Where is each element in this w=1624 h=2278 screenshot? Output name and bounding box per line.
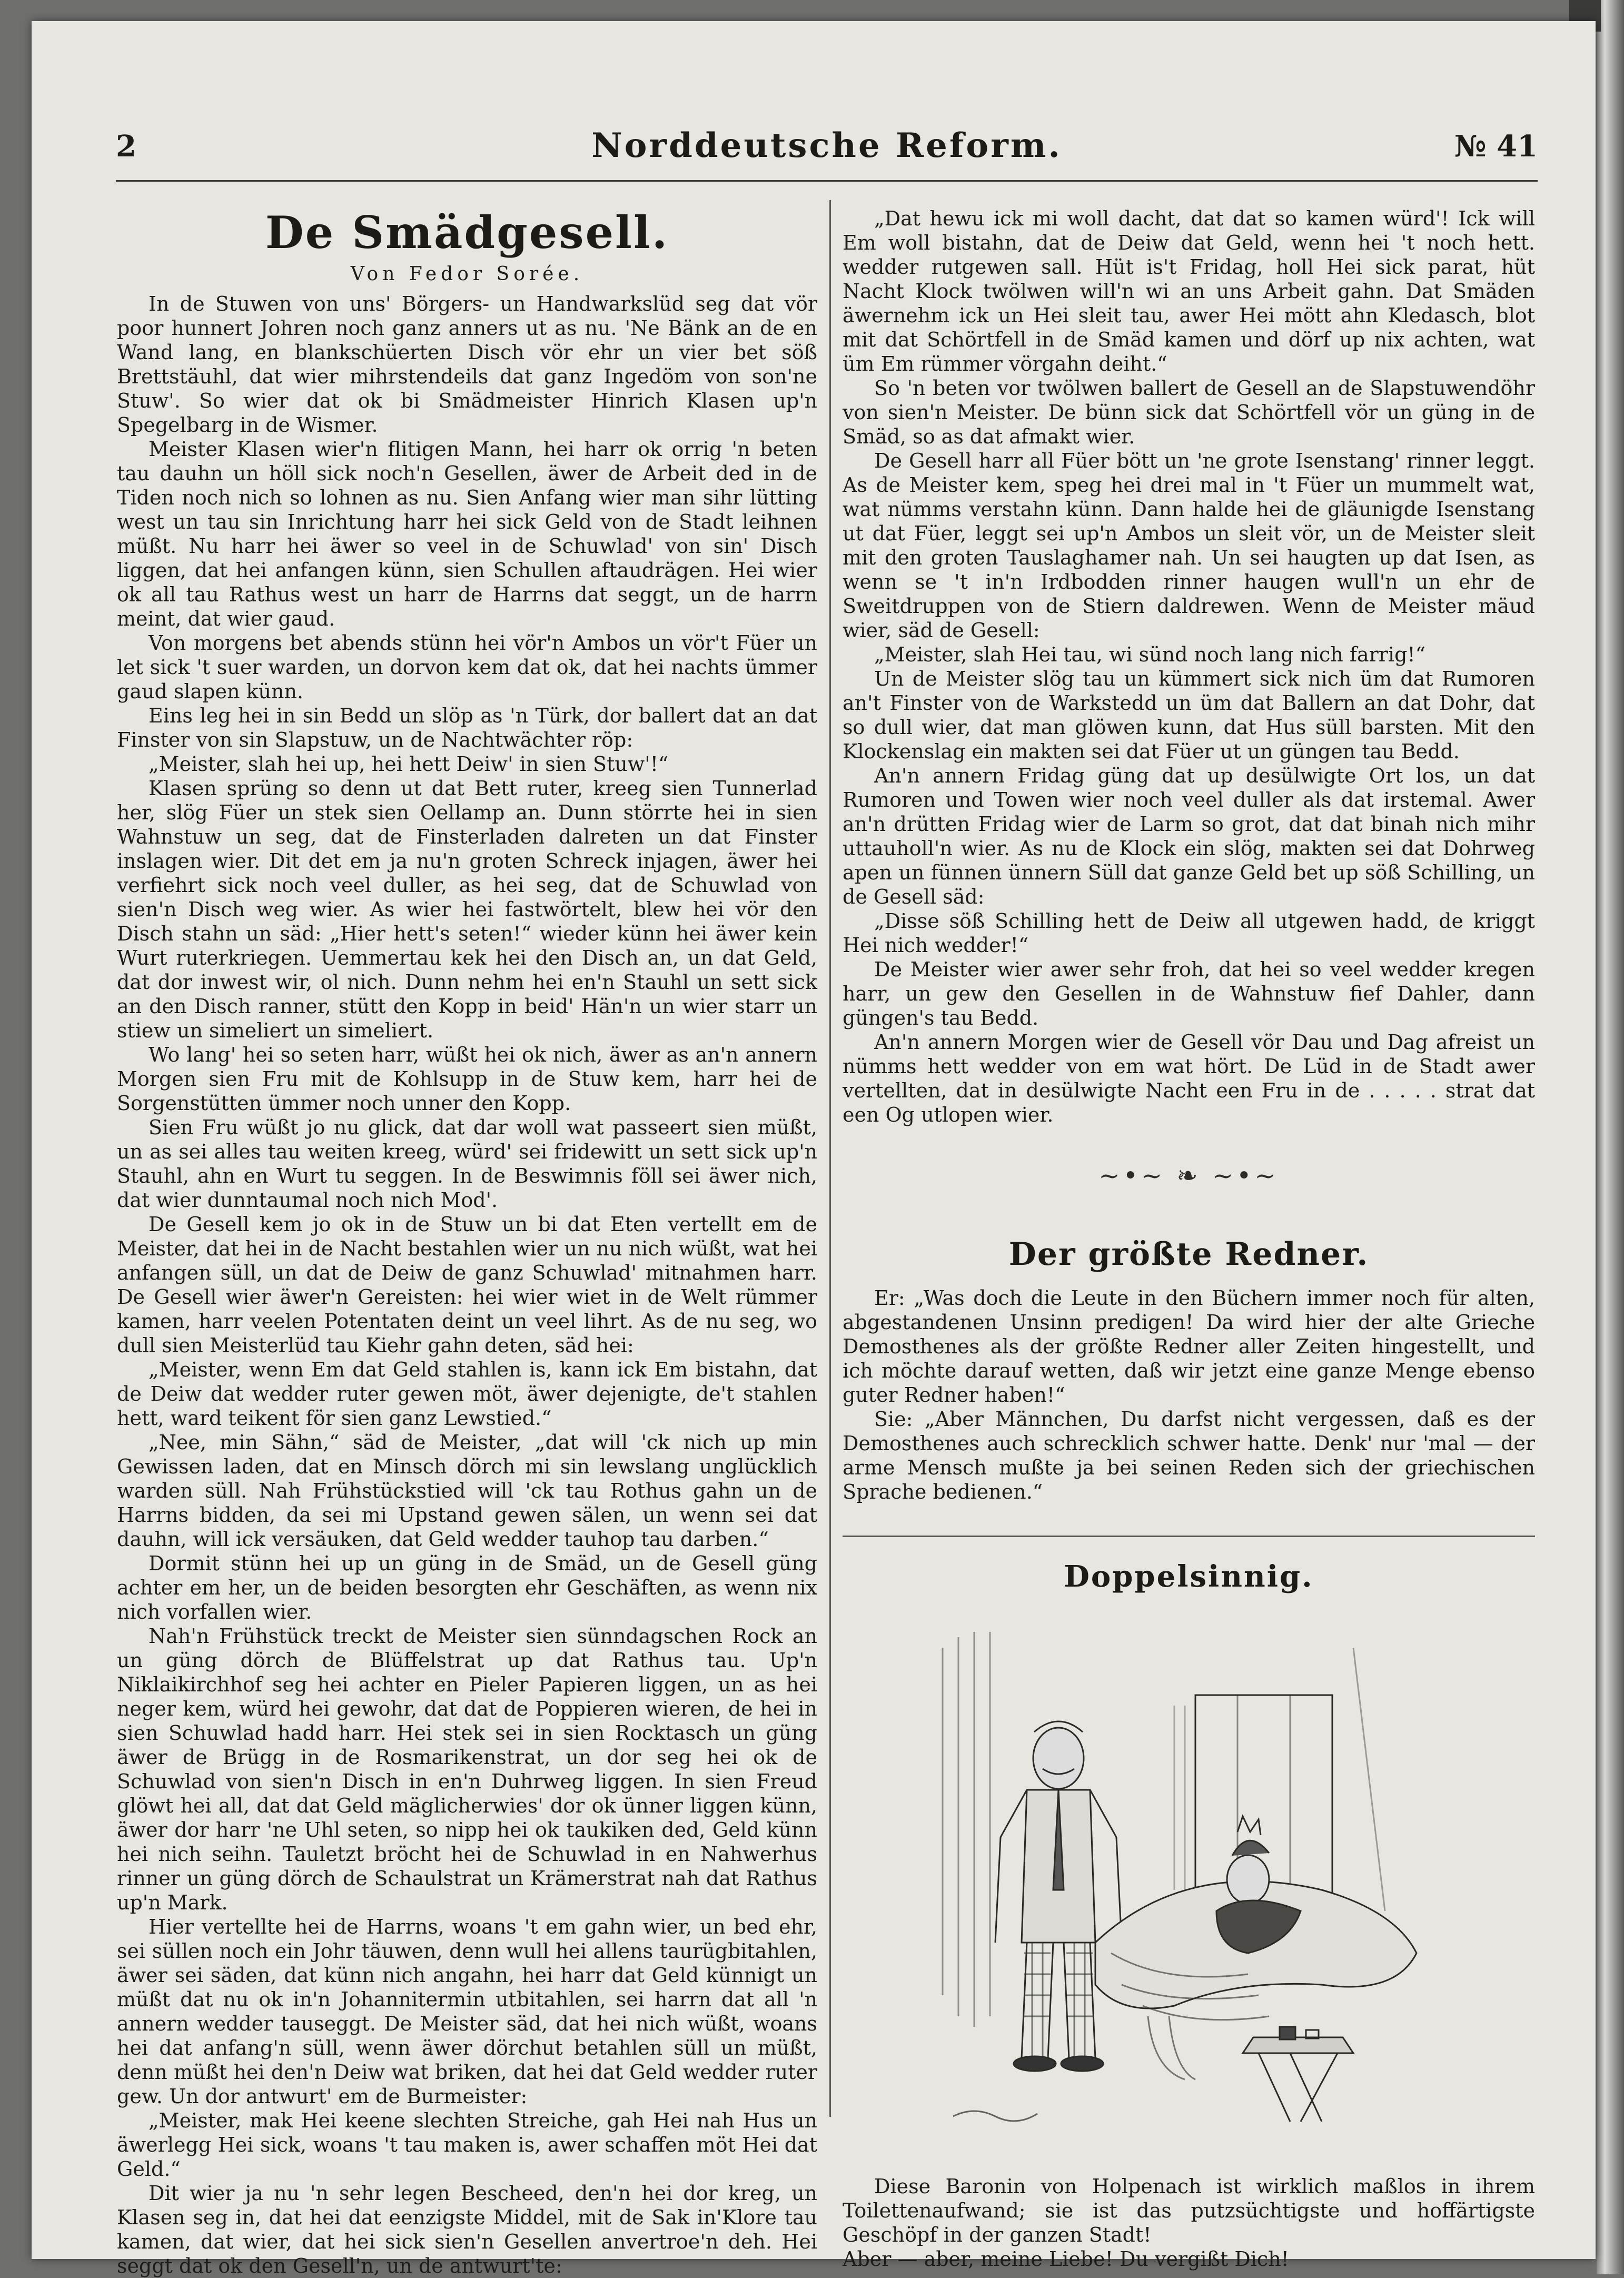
paragraph: Sien Fru wüßt jo nu glick, dat dar woll wat passeert sien müßt, un as sei alles tau weiten kreeg, würd' sei fridewitt un sett sick up'n Stauhl, ahn en Wurt tu seggen. In de Beswimnis föll sei äwer nich, dat wier dunntaumal noch nich Mod'.	[117, 1116, 817, 1212]
article-title-smaedgesell: De Smädgesell.	[265, 206, 669, 259]
section-separator	[843, 1536, 1535, 1537]
paragraph: Er: „Was doch die Leute in den Büchern immer noch für alten, abgestandenen Unsinn predigen! Da wird hier der alte Grieche Demosthenes als der größte Redner aller Zeiten hingestellt, und ich möchte darauf wetten, daß wir jetzt eine ganze Menge ebenso guter Redner haben!“	[843, 1286, 1535, 1407]
paragraph: „Dat hewu ick mi woll dacht, dat dat so kamen würd'! Ick will Em woll bistahn, dat de Deiw dat Geld, wenn hei 't noch hett. wedder rutgewen sall. Hüt is't Fridag, holl Hei sick parat, hüt Nacht Klock twölwen will'n wi an uns Arbeit gahn. Dat Smäden äwernehm ick un Hei sleit tau, awer Hei mött ahn Kledasch, blot mit dat Schörtfell in de Smäd kamen und dörf up nix achten, wat üm Em rümmer vörgahn deiht.“	[843, 207, 1535, 375]
column-divider	[829, 200, 831, 2117]
right-column	[843, 206, 1535, 2271]
paragraph: „Meister, slah Hei tau, wi sünd noch lang nich farrig!“	[874, 643, 1426, 666]
paragraph: Un de Meister slög tau un kümmert sick nich üm dat Rumoren an't Finster von de Warkstedd un üm dat Ballern an dat Dohr, dat so dull wier, dat man glöwen kunn, dat Hus süll barsten. Mit den Klockenslag ein makten sei dat Füer ut un güngen tau Bedd.	[843, 667, 1535, 763]
paragraph: Sie: „Aber Männchen, Du darfst nicht vergessen, daß es der Demosthenes auch schrecklich schwer hatte. Denk' nur 'mal — der arme Mensch mußte ja bei seinen Reden sich der griechischen Sprache bedienen.“	[843, 1408, 1535, 1503]
page-header	[116, 118, 1538, 176]
paragraph: „Disse söß Schilling hett de Deiw all utgewen hadd, de kriggt Hei nich wedder!“	[843, 909, 1535, 957]
paragraph: Klasen sprüng so denn ut dat Bett ruter, kreeg sien Tunnerlad her, slög Füer un stek sien Oellamp an. Dunn störrte hei in sien Wahnstuw un seg, dat de Finsterladen dalreten un dat Finster inslagen wier. Dit det em ja nu'n groten Schreck injagen, äwer hei verfiehrt sick noch veel duller, as hei seg, dat de Schuwlad von sien'n Disch weg wier. As wier hei fastwörtelt, blew hei vör den Disch stahn un säd: „Hier hett's seten!“ wieder künn hei äwer kein Wurt ruterkriegen. Uemmertau kek hei den Disch an, un dat Geld, dat dor inwest wir, ol nich. Dunn nehm hei en'n Stauhl un sett sick an den Disch ranner, stütt den Kopp in beid' Hän'n un wier starr un stiew un simeliert un simeliert.	[117, 777, 817, 1042]
caption-reply: Aber — aber, meine Liebe! Du vergißt Dich!	[843, 2247, 1289, 2271]
paragraph: „Meister, mak Hei keene slechten Streiche, gah Hei nah Hus un äwerlegg Hei sick, woans 't tau maken is, awer schaffen möt Hei dat Geld.“	[117, 2109, 817, 2181]
paragraph: Hier vertellte hei de Harrns, woans 't em gahn wier, un bed ehr, sei süllen noch ein Johr täuwen, denn wull hei allens taurügbitahlen, äwer sei säden, dat künn nich angahn, hei harr dat Geld künnigt un müßt dat nu ok in'n Johannitermin utbitahlen, sei harrn dat all 'n annern wedder tauseggt. De Meister säd, dat hei nich wüßt, woans hei dat anfang'n süll, wenn äwer dörchut betahlen süll un müßt, denn müßt hei den'n Deiw wat briken, dat hei dat Geld wedder ruter gew. Un dor antwurt' em de Burmeister:	[117, 1915, 817, 2108]
header-rule	[116, 180, 1538, 182]
paragraph: „Meister, wenn Em dat Geld stahlen is, kann ick Em bistahn, dat de Deiw dat wedder ruter gewen möt, äwer dejenigte, de't stahlen hett, ward teikent för sien ganz Lewstied.“	[117, 1358, 817, 1430]
publication-title: Norddeutsche Reform.	[591, 126, 1062, 165]
article-title-doppelsinnig: Doppelsinnig.	[1064, 1559, 1314, 1594]
caption-text: Diese Baronin von Holpenach ist wirklich maßlos in ihrem Toilettenaufwand; sie ist das putzsüchtigste und hoffärtigste Geschöpf in der ganzen Stadt!	[843, 2175, 1535, 2246]
paragraph: So 'n beten vor twölwen ballert de Gesell an de Slapstuwendöhr von sien'n Meister. De bünn sick dat Schörtfell vör un güng in de Smäd, so as dat afmakt wier.	[843, 377, 1535, 448]
cartoon-caption	[843, 2174, 1535, 2271]
paragraph: „Nee, min Sähn,“ säd de Meister, „dat will 'ck nich up min Gewissen laden, dat en Minsch dörch mi sin lewslang unglücklich warden süll. Nah Frühstückstied will 'ck tau Rothus gahn un de Harrns bidden, da sei mi Upstand gewen sälen, un wenn sei dat dauhn, will ick versäuken, dat Geld wedder tauhop tau darben.“	[117, 1431, 817, 1551]
article-title-redner: Der größte Redner.	[1008, 1236, 1369, 1273]
paragraph: Dit wier ja nu 'n sehr legen Bescheed, den'n hei dor kreg, un Klasen seg in, dat hei dat eenzigste Middel, mit de Sak in'Klore tau kamen, dat wier, dat hei sick sien'n Gesellen anvertroe'n deh. Hei seggt dat ok den Gesell'n, un de antwurt'te:	[117, 2182, 817, 2277]
paragraph: Meister Klasen wier'n flitigen Mann, hei harr ok orrig 'n beten tau dauhn un höll sick noch'n Gesellen, äwer de Arbeit ded in de Tiden noch nich so lohnen as nu. Sien Anfang wier man sihr lütting west un tau sin Inrichtung harr hei sick Geld von de Stadt leihnen müßt. Nu harr hei äwer so veel in de Schuwlad' von sin' Disch liggen, dat hei anfangen künn, sien Schullen aftaudrägen. Hei wier ok all tau Rathus west un harr de Harrns dat seggt, un de harrn meint, dat wier gaud.	[117, 438, 817, 630]
page-number: 2	[116, 129, 136, 164]
paragraph: Von morgens bet abends stünn hei vör'n Ambos un vör't Füer un let sick 't suer warden, un dorvon kem dat ok, dat hei nachts ümmer gaud slapen künn.	[117, 631, 817, 703]
paragraph: An'n annern Fridag güng dat up desülwigte Ort los, un dat Rumoren und Towen wier noch veel duller als dat irstemal. Awer an'n drütten Fridag wier de Larm so grot, dat dat binah nich mihr uttauholl'n wier. As nu de Klock ein slög, makten sei dat Dohrweg apen un fünnen ünnern Süll dat ganze Geld bet up söß Schilling, un de Gesell säd:	[843, 764, 1535, 908]
ornament-divider: ~•~ ❧ ~•~	[1098, 1161, 1279, 1191]
paragraph: Wo lang' hei so seten harr, wüßt hei ok nich, äwer as an'n annern Morgen sien Fru mit de Kohlsupp in de Stuw kem, harr hei de Sorgenstütten ümmer noch unner den Kopp.	[117, 1043, 817, 1115]
paragraph: Nah'n Frühstück treckt de Meister sien sünndagschen Rock an un güng dörch de Blüffelstrat up dat Rathus tau. Up'n Niklaikirchhof seg hei achter en Pieler Papieren liggen, un as hei neger kem, würd hei gewohr, dat dat de Poppieren wieren, de hei in sien Schuwlad hadd harr. Hei stek sei in sien Rocktasch un güng äwer de Brügg in de Rosmarikenstrat, un dor seg hei ok de Schuwlad von sien'n Disch in en'n Duhrweg liggen. In sien Freud glöwt hei all, dat dat Geld mäglicherwies' dor ok ünner liggen künn, äwer dor harr 'ne Uhl seten, so nipp hei ok taukiken ded, Geld künn hei nich seihn. Tauletzt bröcht hei de Schuwlad in en Nahwerhus rinner un güng dörch de Schaulstrat un Krämerstrat nah dat Rathus up'n Mark.	[117, 1625, 817, 1914]
paragraph: De Meister wier awer sehr froh, dat hei so veel wedder kregen harr, un gew den Gesellen in de Wahnstuw fief Dahler, dann güngen's tau Bedd.	[843, 958, 1535, 1029]
paragraph: „Meister, slah hei up, hei hett Deiw' in sien Stuw'!“	[148, 752, 669, 776]
paragraph: De Gesell harr all Füer bött un 'ne grote Isenstang' rinner leggt. As de Meister kem, speg hei drei mal in 't Füer un mummelt wat, wat nümms verstahn künn. Dann halde hei de gläunigde Isenstang ut dat Füer, leggt sei up'n Ambos un sleit vör, un de Meister sleit mit den groten Tauslaghamer nah. Un sei haugten up dat Isen, as wenn se 't in'n Irdbodden rinner haugen wull'n un ehr de Sweitdruppen von de Stiern daldrewen. Wenn de Meister mäud wier, säd de Gesell:	[843, 449, 1535, 642]
paragraph: Dormit stünn hei up un güng in de Smäd, un de Gesell güng achter em her, un de beiden besorgten ehr Geschäften, as wenn nix nich vorfallen wier.	[117, 1552, 817, 1623]
issue-number: № 41	[1454, 129, 1538, 164]
scan-edge	[1597, 0, 1624, 2274]
paragraph: Eins leg hei in sin Bedd un slöp as 'n Türk, dor ballert dat an dat Finster von sin Slapstuw, un de Nachtwächter röp:	[117, 704, 817, 751]
left-column	[117, 206, 817, 2278]
cartoon-illustration	[922, 1616, 1438, 2148]
article-byline: Von Fedor Sorée.	[350, 263, 584, 285]
paragraph: An'n annern Morgen wier de Gesell vör Dau und Dag afreist un nümms hett wedder von em wat hört. De Lüd in de Stadt awer vertellten, dat in desülwigte Nacht een Fru in de . . . . . strat dat een Og utlopen wier.	[843, 1031, 1535, 1126]
paragraph: De Gesell kem jo ok in de Stuw un bi dat Eten vertellt em de Meister, dat hei in de Nacht bestahlen wier un nu nich wüßt, wat hei anfangen süll, un dat de Deiw de ganz Schuwlad' mitnahmen harr. De Gesell wier äwer'n Gereisten: hei wier wiet in de Welt rümmer kamen, harr veelen Potentaten deint un veel lihrt. As de nu seg, wo dull sien Meisterlüd tau Kiehr gahn deten, säd hei:	[117, 1213, 817, 1357]
paragraph: In de Stuwen von uns' Börgers- un Handwarkslüd seg dat vör poor hunnert Johren noch ganz anners ut as nu. 'Ne Bänk an de en Wand lang, en blankschüerten Disch vör ehr un vier bet söß Brettstäuhl, dat wier mihrstendeils dat ganz Ingedöm von son'ne Stuw'. So wier dat ok bi Smädmeister Hinrich Klasen up'n Spegelbarg in de Wismer.	[117, 292, 817, 437]
